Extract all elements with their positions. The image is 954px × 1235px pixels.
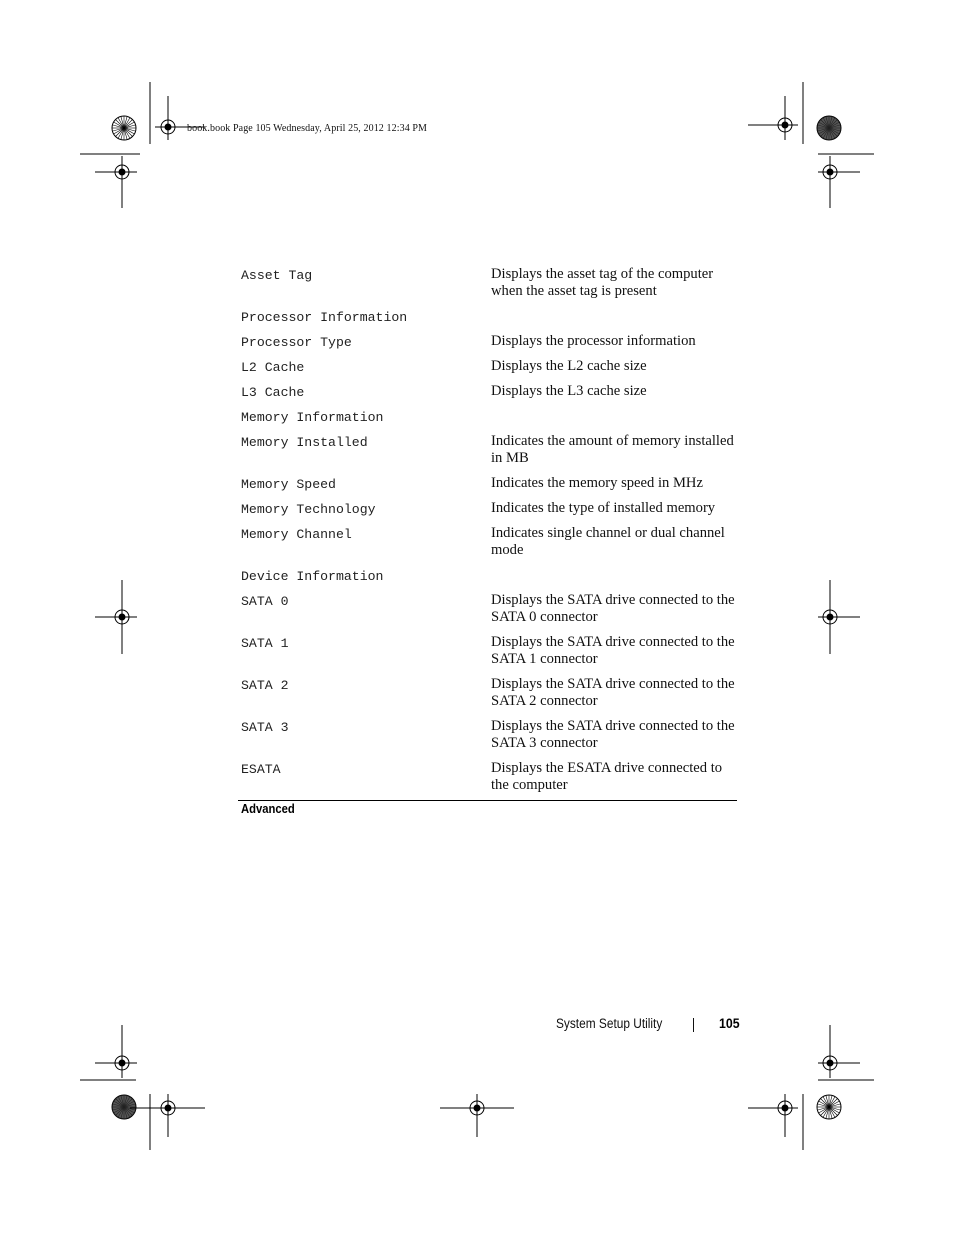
option-name: Memory Technology (241, 502, 376, 517)
table-caption: Advanced (241, 802, 295, 816)
option-description: Displays the SATA drive connected to the SATA 0 connector (491, 592, 735, 625)
option-description: Displays the processor information (491, 333, 696, 349)
color-wheel-icon (112, 116, 136, 140)
option-description: Displays the ESATA drive connected to the computer (491, 760, 723, 793)
page-number: 105 (719, 1015, 740, 1031)
option-name: Memory Information (241, 410, 384, 425)
option-description: Displays the SATA drive connected to the SATA 1 connector (491, 634, 735, 667)
option-name: SATA 1 (241, 636, 289, 651)
option-name: SATA 0 (241, 594, 289, 609)
option-name: Asset Tag (241, 268, 313, 283)
option-description: Indicates single channel or dual channel mode (491, 525, 725, 558)
option-name: Memory Channel (241, 527, 352, 542)
option-description: Displays the SATA drive connected to the SATA 3 connector (491, 718, 735, 751)
option-name: Processor Information (241, 310, 408, 325)
option-description: Indicates the memory speed in MHz (491, 475, 703, 491)
option-name: Device Information (241, 569, 384, 584)
option-name: L2 Cache (241, 360, 305, 375)
option-name: SATA 3 (241, 720, 289, 735)
option-description: Indicates the type of installed memory (491, 500, 716, 516)
option-description: Displays the asset tag of the computer when the asset tag is present (491, 266, 714, 299)
option-name: Memory Speed (241, 477, 336, 492)
option-name: ESATA (241, 762, 281, 777)
option-name: Processor Type (241, 335, 352, 350)
option-name: Memory Installed (241, 435, 368, 450)
option-description: Displays the L2 cache size (491, 358, 647, 374)
option-description: Indicates the amount of memory installed in MB (491, 433, 734, 466)
option-description: Displays the L3 cache size (491, 383, 647, 399)
color-wheel-icon (112, 1095, 136, 1119)
color-wheel-icon (817, 116, 841, 140)
print-slug: book.book Page 105 Wednesday, April 25, 2012 12:34 PM (187, 123, 428, 134)
option-name: SATA 2 (241, 678, 289, 693)
option-description: Displays the SATA drive connected to the SATA 2 connector (491, 676, 735, 709)
footer-section-title: System Setup Utility (556, 1016, 663, 1031)
footer-divider (693, 1018, 694, 1032)
color-wheel-icon (817, 1095, 841, 1119)
option-name: L3 Cache (241, 385, 305, 400)
table-bottom-rule (238, 800, 737, 801)
